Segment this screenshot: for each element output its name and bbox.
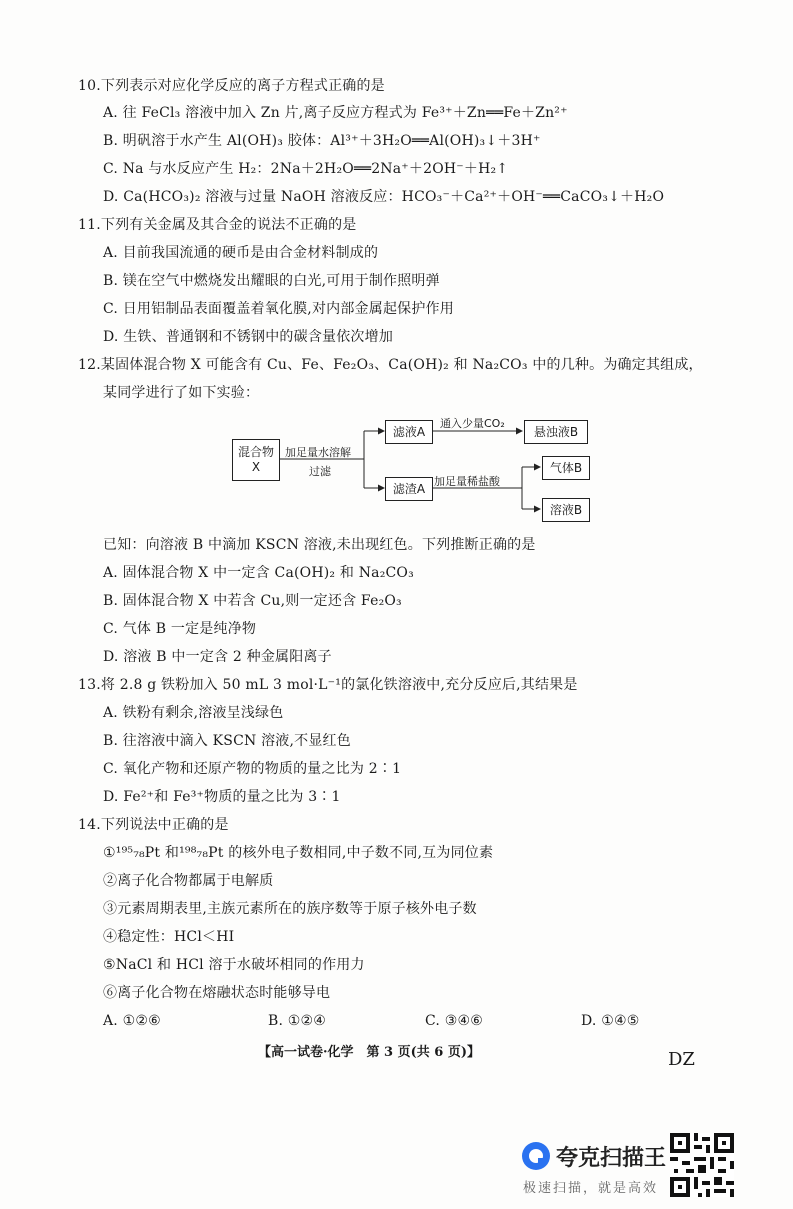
q11-option-d: D. 生铁、普通钢和不锈钢中的碳含量依次增加 — [103, 329, 394, 345]
box-solution-b: 溶液B — [542, 498, 590, 522]
label-dissolve: 加足量水溶解 — [285, 446, 351, 459]
scanner-brand-name: 夸克扫描王 — [556, 1146, 667, 1171]
q11-option-b: B. 镁在空气中燃烧发出耀眼的白光,可用于制作照明弹 — [103, 273, 440, 289]
q12-option-d: D. 溶液 B 中一定含 2 种金属阳离子 — [103, 649, 332, 665]
box-suspension-b: 悬浊液B — [524, 420, 588, 444]
q14-stem: 14.下列说法中正确的是 — [78, 817, 229, 833]
exam-code-mark: DZ — [668, 1049, 695, 1070]
q11-stem: 11.下列有关金属及其合金的说法不正确的是 — [78, 217, 357, 233]
box-filtrate-a: 滤液A — [385, 420, 433, 444]
flow-arrows — [0, 0, 793, 540]
scanner-slogan: 极速扫描，就是高效 — [523, 1181, 659, 1196]
q14-statement-4: ④稳定性：HCl＜HI — [103, 929, 235, 945]
qr-code-icon — [670, 1133, 734, 1197]
q14-option-a: A. ①②⑥ — [103, 1013, 161, 1029]
q14-option-b: B. ①②④ — [268, 1013, 327, 1029]
scanner-logo-icon — [520, 1140, 552, 1172]
label-filter: 过滤 — [309, 465, 331, 478]
box-residue-a: 滤渣A — [385, 477, 433, 501]
box-mixture-x-label: X — [251, 460, 261, 474]
q13-option-c: C. 氧化产物和还原产物的物质的量之比为 2∶1 — [103, 761, 402, 777]
q12-known: 已知：向溶液 B 中滴加 KSCN 溶液,未出现红色。下列推断正确的是 — [103, 537, 536, 553]
q13-stem: 13.将 2.8 g 铁粉加入 50 mL 3 mol·L⁻¹的氯化铁溶液中,充分反应后,其结果是 — [78, 677, 578, 693]
q14-option-d: D. ①④⑤ — [581, 1013, 640, 1029]
label-co2: 通入少量CO₂ — [440, 417, 505, 430]
q12-stem-line2: 某同学进行了如下实验： — [103, 385, 260, 401]
q14-statement-5: ⑤NaCl 和 HCl 溶于水破坏相同的作用力 — [103, 957, 365, 973]
q14-statement-6: ⑥离子化合物在熔融状态时能够导电 — [103, 985, 331, 1001]
box-mixture-label: 混合物 — [237, 445, 274, 459]
q10-option-b: B. 明矾溶于水产生 Al(OH)₃ 胶体：Al³⁺＋3H₂O══Al(OH)₃↓＋3H⁺ — [103, 133, 541, 149]
q10-option-a: A. 往 FeCl₃ 溶液中加入 Zn 片,离子反应方程式为 Fe³⁺＋Zn══Fe＋Zn²⁺ — [103, 105, 568, 121]
q11-option-a: A. 目前我国流通的硬币是由合金材料制成的 — [103, 245, 379, 261]
q12-option-c: C. 气体 B 一定是纯净物 — [103, 621, 257, 637]
q13-option-a: A. 铁粉有剩余,溶液呈浅绿色 — [103, 705, 284, 721]
q12-option-a: A. 固体混合物 X 中一定含 Ca(OH)₂ 和 Na₂CO₃ — [103, 565, 414, 581]
q12-option-b: B. 固体混合物 X 中若含 Cu,则一定还含 Fe₂O₃ — [103, 593, 402, 609]
label-hcl: 加足量稀盐酸 — [434, 475, 500, 488]
q10-option-d: D. Ca(HCO₃)₂ 溶液与过量 NaOH 溶液反应：HCO₃⁻＋Ca²⁺＋OH⁻══CaCO₃↓＋H₂O — [103, 189, 665, 205]
q14-statement-1: ①¹⁹⁵₇₈Pt 和¹⁹⁸₇₈Pt 的核外电子数相同,中子数不同,互为同位素 — [103, 845, 494, 861]
q12-stem-line1: 12.某固体混合物 X 可能含有 Cu、Fe、Fe₂O₃、Ca(OH)₂ 和 Na₂CO₃ 中的几种。为确定其组成， — [78, 357, 703, 373]
q10-option-c: C. Na 与水反应产生 H₂：2Na＋2H₂O══2Na⁺＋2OH⁻＋H₂↑ — [103, 161, 509, 177]
q10-stem: 10.下列表示对应化学反应的离子方程式正确的是 — [78, 78, 385, 94]
box-mixture-x — [232, 439, 280, 481]
q14-statement-3: ③元素周期表里,主族元素所在的族序数等于原子核外电子数 — [103, 901, 477, 917]
q14-statement-2: ②离子化合物都属于电解质 — [103, 873, 274, 889]
box-gas-b: 气体B — [542, 456, 590, 480]
q13-option-d: D. Fe²⁺和 Fe³⁺物质的量之比为 3∶1 — [103, 789, 341, 805]
scanner-logo — [520, 1140, 552, 1176]
q13-option-b: B. 往溶液中滴入 KSCN 溶液,不显红色 — [103, 733, 351, 749]
q14-option-c: C. ③④⑥ — [425, 1013, 483, 1029]
q11-option-c: C. 日用铝制品表面覆盖着氧化膜,对内部金属起保护作用 — [103, 301, 454, 317]
page-footer: 【高一试卷·化学 第 3 页(共 6 页)】 — [258, 1045, 481, 1060]
